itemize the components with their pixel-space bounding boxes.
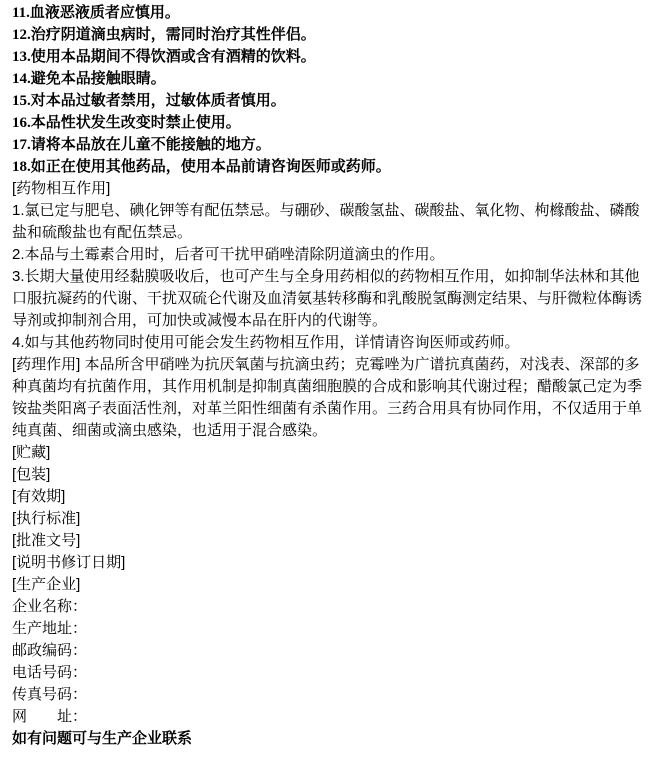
- contact-note: 如有问题可与生产企业联系: [12, 730, 193, 747]
- interaction-line: 口服抗凝药的代谢、干扰双硫仑代谢及血清氨基转移酶和乳酸脱氢酶测定结果、与肝微粒体酶诱: [12, 290, 643, 307]
- pharmacology-line: 种真菌均有抗菌作用，其作用机制是抑制真菌细胞膜的合成和影响其代谢过程；醋酸氯己定为季: [12, 378, 643, 395]
- precaution-item: 13.使用本品期间不得饮酒或含有酒精的饮料。: [12, 49, 316, 65]
- leaflet-document: [12, 2, 667, 750]
- interaction-line: 1.氯已定与肥皂、碘化钾等有配伍禁忌。与硼砂、碳酸氢盐、碳酸盐、氧化物、枸橼酸盐、磷酸: [12, 202, 640, 219]
- precaution-item: 18.如正在使用其他药品，使用本品前请咨询医师或药师。: [12, 159, 391, 175]
- section-heading-revision-date: [说明书修订日期]: [12, 554, 126, 571]
- section-heading-validity: [有效期]: [12, 488, 66, 505]
- section-heading-package: [包装]: [12, 466, 51, 483]
- interactions-section: [12, 178, 667, 354]
- fax-label: 传真号码：: [12, 686, 88, 703]
- interaction-line: 导剂或抑制剂合用，可加快或减慢本品在肝内的代谢等。: [12, 312, 388, 329]
- interaction-line: 4.如与其他药物同时使用可能会发生药物相互作用，详情请咨询医师或药师。: [12, 334, 520, 351]
- section-heading-standard: [执行标准]: [12, 510, 81, 527]
- interaction-line: 2.本品与土霉素合用时，后者可干扰甲硝唑清除阴道滴虫的作用。: [12, 246, 445, 263]
- section-heading-manufacturer: [生产企业]: [12, 576, 81, 593]
- company-address-label: 生产地址：: [12, 620, 88, 637]
- postal-code-label: 邮政编码：: [12, 642, 88, 659]
- pharmacology-line: 铵盐类阳离子表面活性剂，对革兰阳性细菌有杀菌作用。三药合用具有协同作用，不仅适用于单: [12, 400, 643, 417]
- precaution-item: 17.请将本品放在儿童不能接触的地方。: [12, 137, 271, 153]
- precaution-item: 12.治疗阴道滴虫病时，需同时治疗其性伴侣。: [12, 27, 316, 43]
- other-sections: [12, 442, 667, 596]
- phone-label: 电话号码：: [12, 664, 88, 681]
- pharmacology-line: 纯真菌、细菌或滴虫感染，也适用于混合感染。: [12, 422, 328, 439]
- website-label: 网 址：: [12, 708, 88, 725]
- section-heading: [药物相互作用]: [12, 180, 111, 197]
- precaution-item: 14.避免本品接触眼睛。: [12, 71, 166, 87]
- interaction-line: 盐和硫酸盐也有配伍禁忌。: [12, 224, 193, 241]
- precautions-list: [12, 2, 667, 178]
- section-heading-storage: [贮藏]: [12, 444, 51, 461]
- interaction-line: 3.长期大量使用经黏膜吸收后，也可产生与全身用药相似的药物相互作用，如抑制华法林和其他: [12, 268, 640, 285]
- precaution-item: 15.对本品过敏者禁用，过敏体质者慎用。: [12, 93, 286, 109]
- pharmacology-section: [12, 354, 667, 442]
- pharmacology-line: [药理作用] 本品所含甲硝唑为抗厌氧菌与抗滴虫药；克霉唑为广谱抗真菌药，对浅表、深部的多: [12, 356, 640, 373]
- precaution-item: 16.本品性状发生改变时禁止使用。: [12, 115, 241, 131]
- company-fields: [12, 596, 667, 728]
- company-name-label: 企业名称：: [12, 598, 88, 615]
- section-heading-approval: [批准文号]: [12, 532, 81, 549]
- precaution-item: 11.血液恶液质者应慎用。: [12, 5, 180, 21]
